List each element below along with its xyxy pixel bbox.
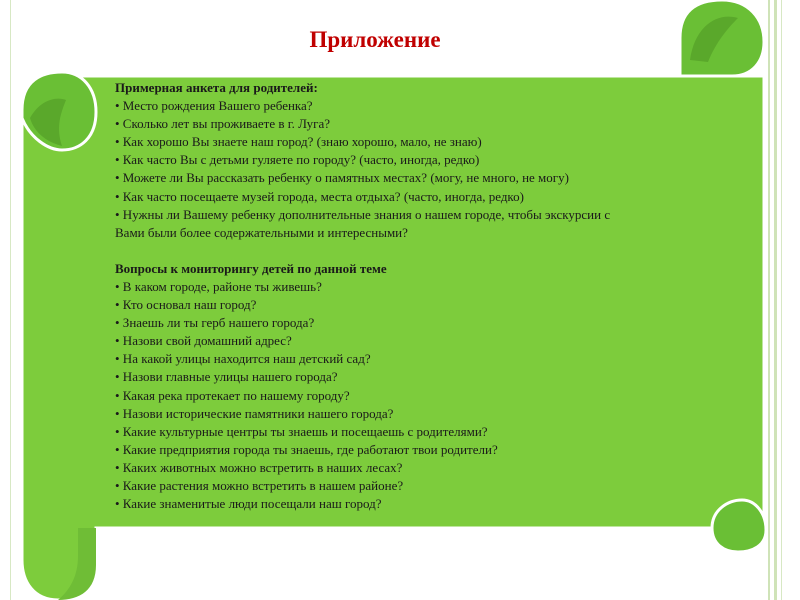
survey-question: • Как хорошо Вы знаете наш город? (знаю хорошо, мало, не знаю) xyxy=(115,134,482,150)
monitoring-heading: Вопросы к мониторингу детей по данной теме xyxy=(115,260,387,276)
monitoring-question: • Какие знаменитые люди посещали наш город? xyxy=(115,496,382,512)
survey-heading: Примерная анкета для родителей: xyxy=(115,80,318,95)
scroll-bottom-curl xyxy=(712,500,766,552)
survey-question: • Как часто Вы с детьми гуляете по городу? (часто, иногда, редко) xyxy=(115,152,480,168)
scroll-content xyxy=(115,79,715,513)
monitoring-question: • На какой улицы находится наш детский сад? xyxy=(115,351,371,367)
survey-question: • Можете ли Вы рассказать ребенку о памятных местах? (могу, не много, не могу) xyxy=(115,170,569,186)
monitoring-question: • Кто основал наш город? xyxy=(115,297,257,313)
monitoring-question: • Какие растения можно встретить в нашем районе? xyxy=(115,477,404,493)
monitoring-question: • Какая река протекает по нашему городу? xyxy=(115,387,350,403)
survey-question: • Сколько лет вы проживаете в г. Луга? xyxy=(115,116,330,132)
survey-question: • Нужны ли Вашему ребенку дополнительные знания о нашем городе, чтобы экскурсии с xyxy=(115,206,611,222)
monitoring-question: • Назови главные улицы нашего города? xyxy=(115,369,338,385)
monitoring-question: • Какие предприятия города ты знаешь, где работают твои родители? xyxy=(115,441,498,457)
monitoring-question: • Назови исторические памятники нашего города? xyxy=(115,405,394,421)
monitoring-question: • Какие культурные центры ты знаешь и посещаешь с родителями? xyxy=(115,423,488,439)
monitoring-question: • В каком городе, районе ты живешь? xyxy=(115,278,322,294)
monitoring-list xyxy=(115,278,715,513)
section-gap xyxy=(115,242,715,260)
monitoring-question: • Каких животных можно встретить в наших лесах? xyxy=(115,459,403,475)
monitoring-question: • Назови свой домашний адрес? xyxy=(115,333,292,349)
survey-question: • Место рождения Вашего ребенка? xyxy=(115,98,313,114)
survey-list xyxy=(115,97,715,242)
survey-question: • Как часто посещаете музей города, места отдыха? (часто, иногда, редко) xyxy=(115,188,524,204)
survey-question: Вами были более содержательными и интересными? xyxy=(115,224,408,240)
page-title: Приложение xyxy=(309,27,441,52)
monitoring-question: • Знаешь ли ты герб нашего города? xyxy=(115,315,315,331)
